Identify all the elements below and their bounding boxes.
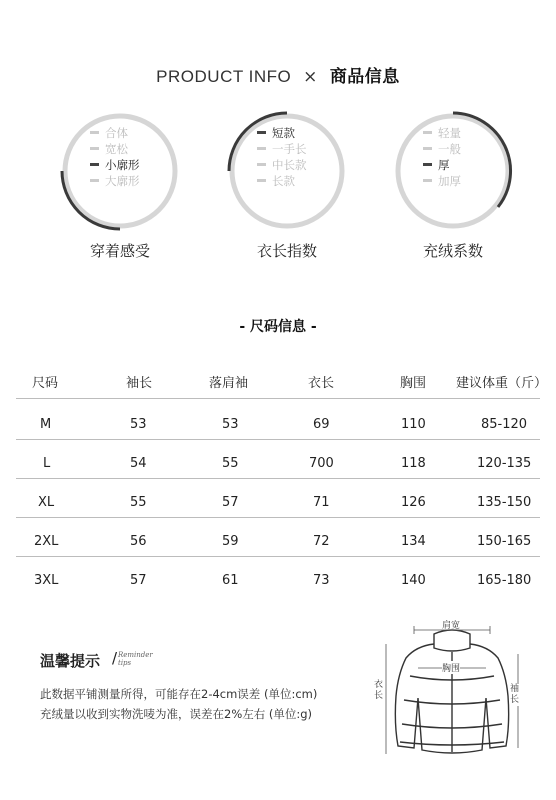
jacket-icon [372, 614, 532, 764]
divider [16, 556, 540, 557]
header-size: 尺码 [32, 376, 59, 391]
gauge-option: 大廓形 [90, 173, 140, 189]
gauge-caption: 穿着感受 [89, 242, 150, 260]
gauge-option: 合体 [90, 125, 140, 141]
tips-line: 此数据平铺测量所得，可能存在2-4cm误差 (单位:cm) [40, 687, 318, 701]
gauge-option: 一般 [423, 141, 461, 157]
product-info-header [0, 62, 556, 87]
dash-icon [90, 131, 99, 134]
table-row: M 53 53 69 110 85-120 [40, 417, 528, 432]
padding-gauge [393, 111, 513, 231]
dash-icon [423, 163, 432, 166]
dash-icon [257, 163, 266, 166]
tips-slash: / [112, 649, 118, 667]
gauge-option-selected: 小廓形 [90, 157, 140, 173]
tips-line: 充绒量以收到实物洗唛为准，误差在2%左右 (单位:g) [40, 707, 313, 721]
table-row: 3XL 57 61 73 140 165-180 [34, 573, 532, 588]
tips-subtitle: Reminder tips [118, 651, 153, 667]
size-table [16, 364, 548, 600]
header-title-en: PRODUCT INFO [156, 67, 292, 86]
header-weight: 建议体重（斤） [456, 376, 548, 391]
tips-title: 温馨提示 [40, 652, 101, 670]
gauge-option: 一手长 [257, 141, 307, 157]
header-separator: × [303, 67, 318, 87]
dash-icon [257, 131, 266, 134]
header-drop-shoulder: 落肩袖 [209, 376, 249, 391]
gauge-option-selected: 厚 [423, 157, 461, 173]
length-label: 衣长 [374, 680, 384, 701]
header-sleeve: 袖长 [126, 376, 153, 391]
divider [16, 478, 540, 479]
table-row: XL 55 57 71 126 135-150 [38, 495, 532, 510]
header-title-cn: 商品信息 [329, 67, 400, 87]
header-chest: 胸围 [400, 376, 427, 391]
gauge-option: 长款 [257, 173, 307, 189]
gauge-option: 轻量 [423, 125, 461, 141]
header-length: 衣长 [308, 376, 335, 391]
sleeve-label: 袖长 [510, 684, 520, 705]
dash-icon [257, 179, 266, 182]
divider [16, 439, 540, 440]
table-row: L 54 55 700 118 120-135 [43, 456, 532, 471]
dash-icon [423, 131, 432, 134]
dash-icon [90, 179, 99, 182]
length-gauge [227, 111, 347, 231]
dash-icon [90, 163, 99, 166]
dash-icon [423, 147, 432, 150]
table-row: 2XL 56 59 72 134 150-165 [34, 534, 532, 549]
divider [16, 398, 540, 399]
chest-label: 胸围 [442, 661, 460, 674]
divider [16, 517, 540, 518]
measurement-diagram [372, 614, 532, 764]
dash-icon [90, 147, 99, 150]
gauge-option: 中长款 [257, 157, 307, 173]
gauge-caption: 衣长指数 [256, 242, 317, 260]
gauge-option-selected: 短款 [257, 125, 307, 141]
gauge-option: 加厚 [423, 173, 461, 189]
dash-icon [257, 147, 266, 150]
size-section-title: - 尺码信息 - [239, 319, 317, 335]
gauge-option: 宽松 [90, 141, 140, 157]
shoulder-label: 肩宽 [442, 621, 461, 631]
gauge-caption: 充绒系数 [422, 242, 483, 260]
fit-gauge [60, 111, 180, 231]
dash-icon [423, 179, 432, 182]
